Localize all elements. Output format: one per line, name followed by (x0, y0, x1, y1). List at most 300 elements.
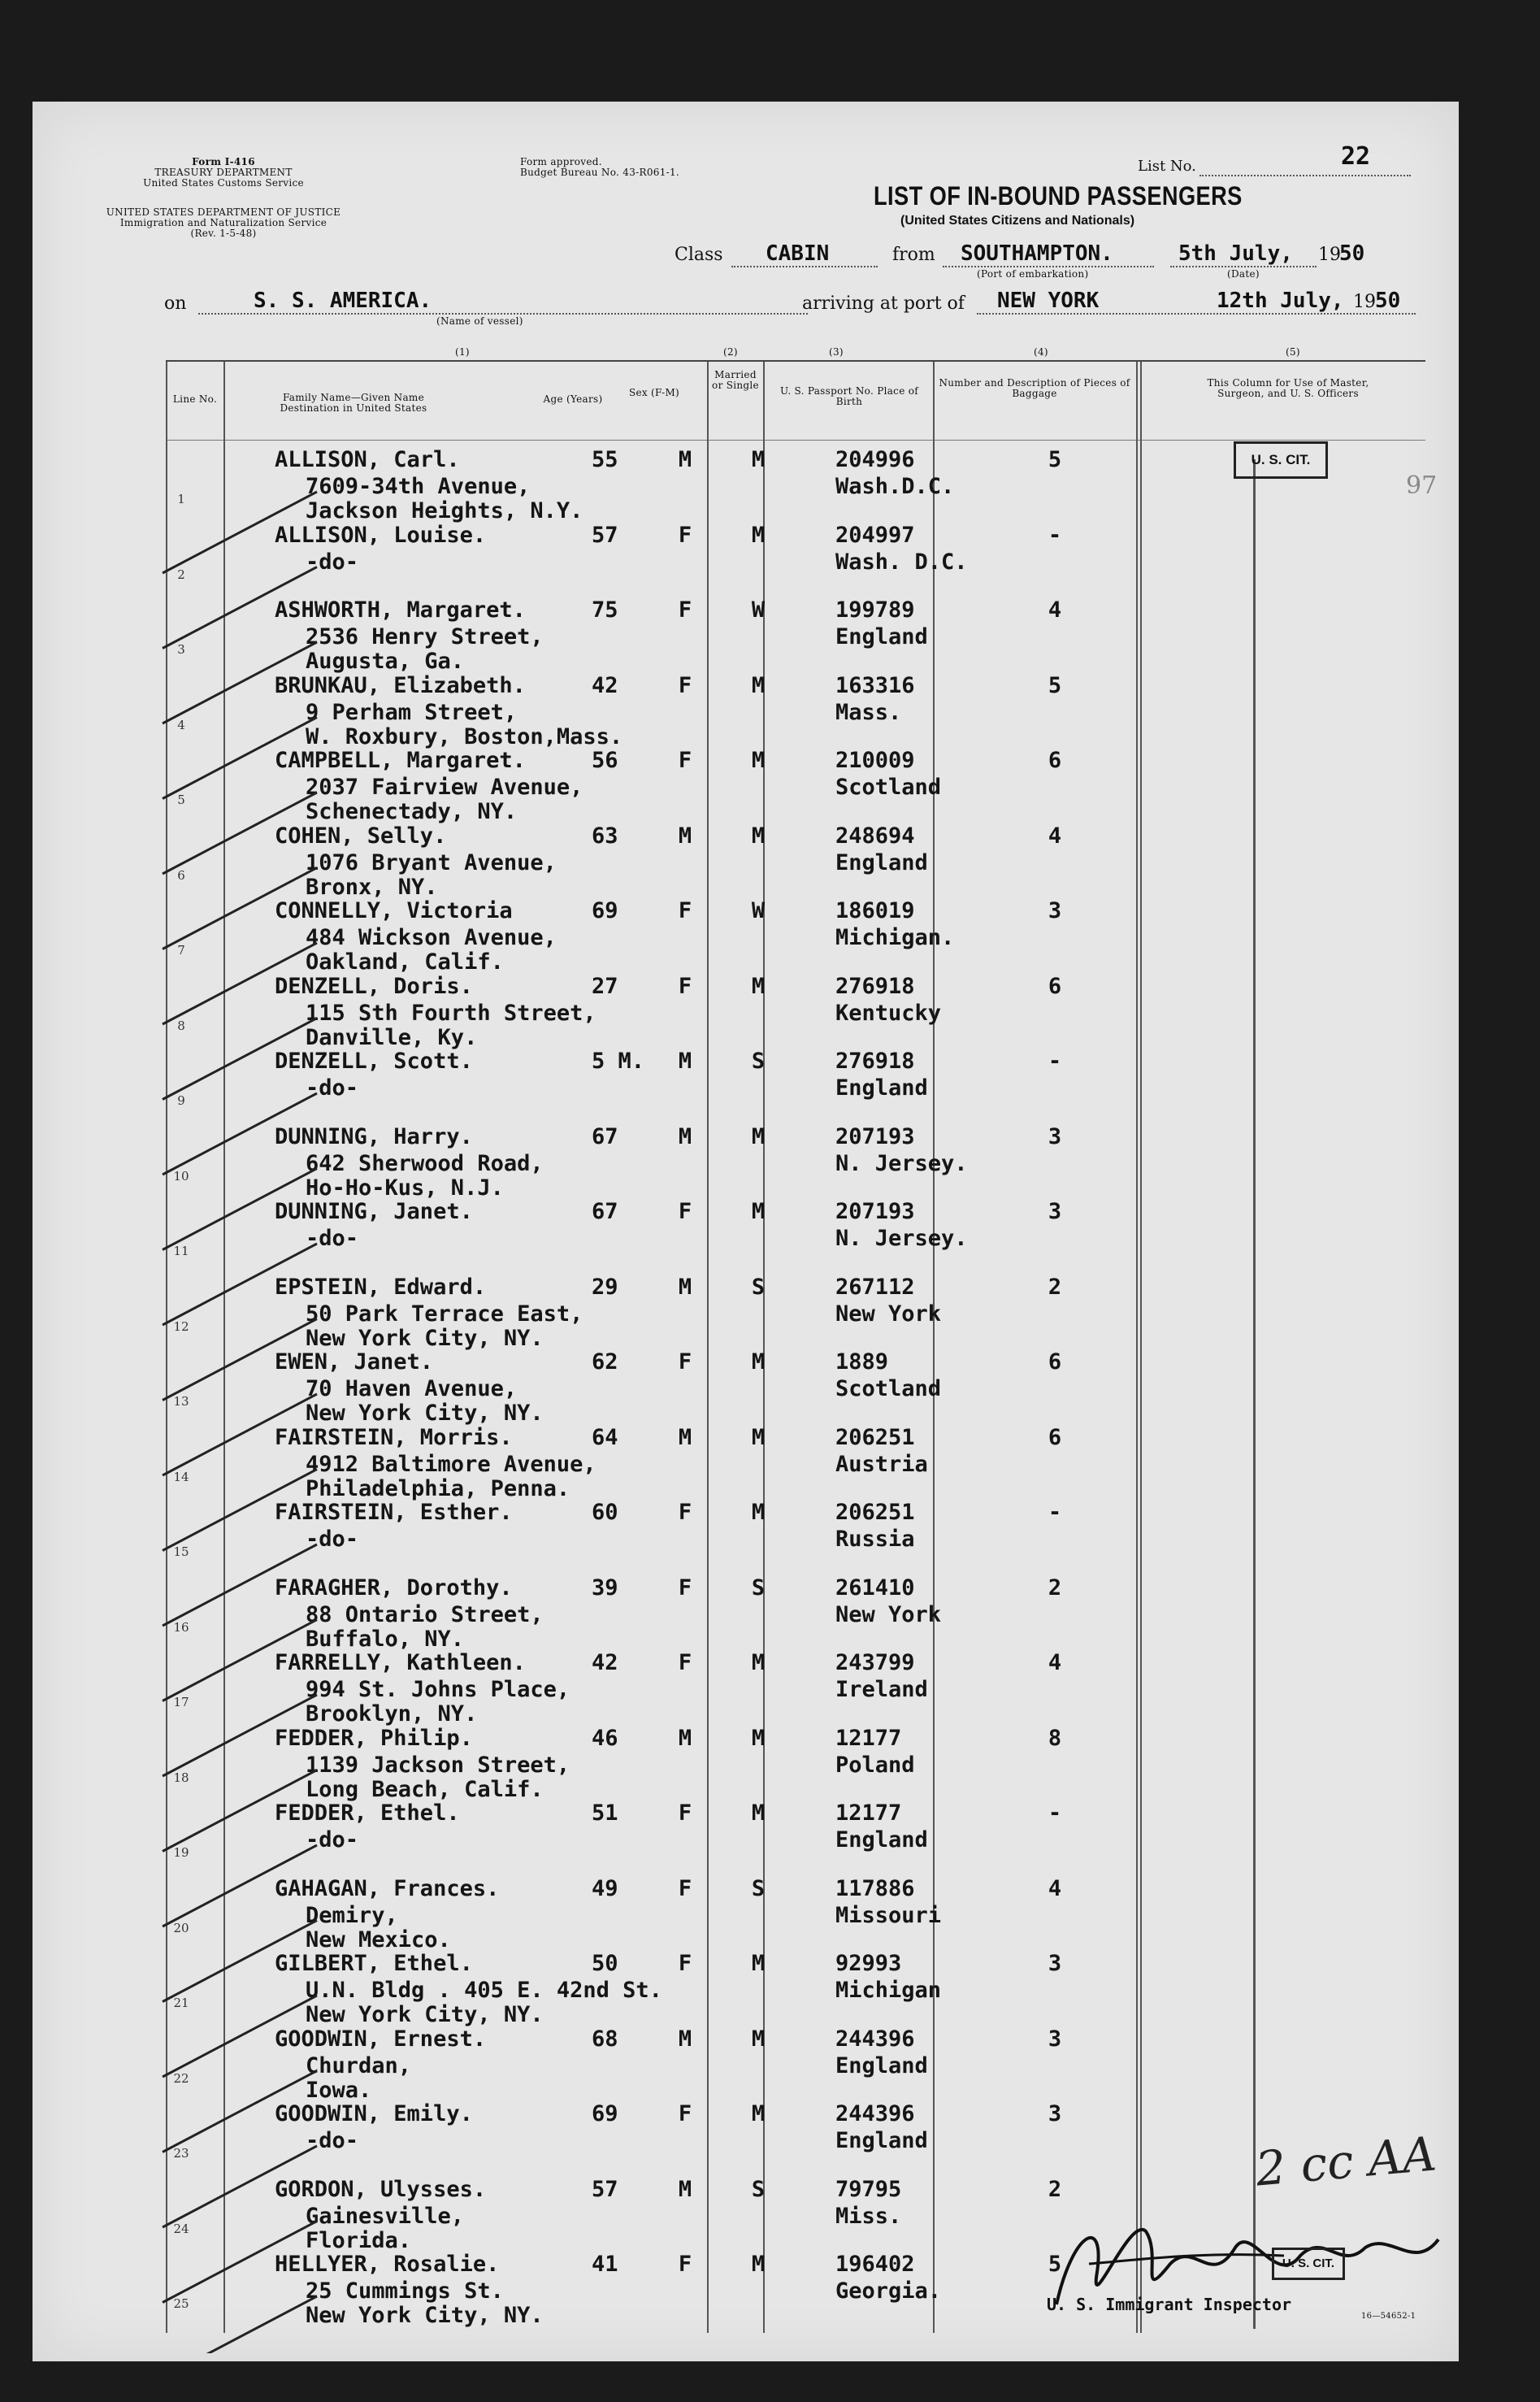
passenger-name: FAIRSTEIN, Morris. (275, 1424, 513, 1450)
check-mark-slash (163, 1921, 317, 2002)
from-value: SOUTHAMPTON. (961, 241, 1113, 266)
check-mark-slash (163, 1169, 317, 1250)
passenger-sex: F (678, 898, 692, 923)
check-mark-slash (163, 492, 317, 573)
line-number: 11 (173, 1244, 189, 1258)
place-of-birth: England (835, 2128, 928, 2153)
col-header-married: Married or Single (712, 369, 759, 391)
list-no-value: 22 (1341, 142, 1371, 171)
passenger-age: 64 (592, 1424, 618, 1450)
col-header-name (228, 393, 479, 414)
passenger-age: 69 (592, 2101, 618, 2126)
passenger-age: 69 (592, 898, 618, 923)
col-num-3: (3) (829, 346, 844, 358)
year1-prefix: 19 (1318, 245, 1341, 265)
passenger-age: 67 (592, 1199, 618, 1224)
destination-city: Florida. (306, 2227, 412, 2253)
place-of-birth: Michigan (835, 1978, 942, 2003)
baggage-count: 8 (1048, 1725, 1062, 1751)
passenger-sex: F (678, 1500, 692, 1525)
passenger-sex: F (678, 1349, 692, 1375)
passenger-sex: M (678, 1123, 692, 1149)
check-mark-slash (163, 1544, 317, 1626)
passport-number: 207193 (835, 1199, 915, 1224)
baggage-count: 6 (1048, 973, 1062, 999)
passenger-sex: M (678, 2176, 692, 2202)
treasury-dept: TREASURY DEPARTMENT (154, 167, 293, 178)
passenger-age: 63 (592, 823, 618, 849)
handwritten-note: 2 cc AA (1253, 2126, 1439, 2197)
citizen-stamp-bottom: U. S. CIT. (1272, 2248, 1345, 2280)
place-of-birth: N. Jersey. (835, 1226, 968, 1251)
destination-address: 7609-34th Avenue, (306, 474, 531, 499)
line-number: 20 (173, 1920, 189, 1935)
destination-address: 642 Sherwood Road, (306, 1150, 544, 1176)
line-number: 7 (177, 943, 185, 958)
marital-status: M (751, 1123, 766, 1149)
passenger-name: EPSTEIN, Edward. (275, 1274, 487, 1300)
passenger-age: 41 (592, 2252, 618, 2277)
passenger-age: 27 (592, 973, 618, 999)
marital-status: M (751, 1800, 766, 1826)
arrival-port: NEW YORK (997, 289, 1100, 313)
line-number: 4 (177, 717, 185, 732)
destination-address: 70 Haven Avenue, (306, 1376, 518, 1401)
passenger-name: FAIRSTEIN, Esther. (275, 1500, 513, 1525)
destination-address: 9 Perham Street, (306, 699, 518, 725)
baggage-count: 3 (1048, 898, 1062, 923)
document-subtitle: (United States Citizens and Nationals) (900, 214, 1135, 228)
check-mark-slash (163, 1394, 317, 1475)
passport-number: 117886 (835, 1875, 915, 1901)
budget-bureau: Budget Bureau No. 43-R061-1. (520, 167, 680, 178)
passenger-age: 50 (592, 1951, 618, 1976)
passenger-name: ALLISON, Louise. (275, 522, 487, 548)
place-of-birth: Wash. D.C. (835, 549, 968, 575)
passenger-name: DUNNING, Harry. (275, 1123, 473, 1149)
check-mark-slash (163, 2222, 317, 2303)
passenger-name: BRUNKAU, Elizabeth. (275, 672, 526, 698)
baggage-count: 6 (1048, 748, 1062, 773)
check-mark-slash (163, 1093, 317, 1175)
col-num-2: (2) (723, 346, 738, 358)
date1-value: 5th July, (1178, 241, 1293, 266)
check-mark-slash (163, 1620, 317, 1701)
destination-address: -do- (306, 1075, 359, 1101)
line-number: 22 (173, 2070, 189, 2086)
destination-address: -do- (306, 1827, 359, 1853)
passenger-name: HELLYER, Rosalie. (275, 2252, 500, 2277)
passport-number: 163316 (835, 672, 915, 698)
list-no-label: List No. (1138, 158, 1196, 175)
check-mark-slash (163, 1996, 317, 2077)
place-of-birth: Kentucky (835, 1000, 942, 1026)
destination-address: 1139 Jackson Street, (306, 1752, 570, 1778)
check-mark-slash (163, 1019, 317, 1100)
baggage-count: 3 (1048, 2026, 1062, 2052)
vessel-caption: (Name of vessel) (436, 315, 523, 327)
passport-number: 267112 (835, 1274, 915, 1300)
passenger-sex: F (678, 597, 692, 623)
passport-number: 1889 (835, 1349, 889, 1375)
place-of-birth: England (835, 1075, 928, 1101)
baggage-count: 6 (1048, 1424, 1062, 1450)
check-marks (130, 459, 861, 2353)
place-of-birth: Miss. (835, 2203, 902, 2229)
document-title: LIST OF IN-BOUND PASSENGERS (874, 181, 1243, 211)
check-mark-slash (163, 793, 317, 874)
passport-number: 207193 (835, 1123, 915, 1149)
destination-address: 1076 Bryant Avenue, (306, 849, 557, 875)
marital-status: M (751, 447, 766, 472)
check-mark-slash (163, 1244, 317, 1325)
destination-address: 484 Wickson Avenue, (306, 925, 557, 950)
destination-city: Buffalo, NY. (306, 1626, 465, 1652)
passenger-age: 57 (592, 2176, 618, 2202)
date2-value: 12th July, (1217, 289, 1344, 313)
check-mark-slash (163, 2071, 317, 2152)
passenger-name: FARRELLY, Kathleen. (275, 1650, 526, 1675)
check-mark-slash (163, 567, 317, 649)
vessel-dots (198, 313, 808, 315)
table-top-border (166, 360, 1425, 362)
passenger-age: 75 (592, 597, 618, 623)
check-mark-slash (163, 1770, 317, 1852)
passport-number: 248694 (835, 823, 915, 849)
on-label: on (164, 293, 187, 314)
from-dots (943, 266, 1154, 267)
check-mark-slash (163, 718, 317, 799)
baggage-count: - (1048, 1500, 1062, 1525)
baggage-count: 3 (1048, 1951, 1062, 1976)
list-number-field (1138, 142, 1422, 178)
baggage-count: 2 (1048, 2176, 1062, 2202)
destination-address: Gainesville, (306, 2203, 465, 2229)
passenger-name: GAHAGAN, Frances. (275, 1875, 500, 1901)
passport-number: 196402 (835, 2252, 915, 2277)
destination-address: 25 Cummings St. (306, 2278, 504, 2304)
place-of-birth: Ireland (835, 1677, 928, 1702)
baggage-count: 4 (1048, 823, 1062, 849)
passenger-sex: F (678, 1875, 692, 1901)
passport-number: 206251 (835, 1500, 915, 1525)
marital-status: W (751, 898, 766, 923)
line-number: 14 (173, 1469, 189, 1484)
line-number: 8 (177, 1018, 185, 1033)
passenger-name: FEDDER, Ethel. (275, 1800, 460, 1826)
passenger-name: GORDON, Ulysses. (275, 2176, 487, 2202)
passenger-sex: F (678, 748, 692, 773)
passport-number: 261410 (835, 1575, 915, 1601)
passenger-age: 51 (592, 1800, 618, 1826)
passenger-age: 5 M. (592, 1049, 645, 1074)
marital-status: W (751, 597, 766, 623)
baggage-count: 5 (1048, 672, 1062, 698)
line-number: 25 (173, 2296, 189, 2311)
check-mark-slash (163, 1319, 317, 1401)
destination-address: 4912 Baltimore Avenue, (306, 1451, 596, 1477)
passenger-age: 42 (592, 672, 618, 698)
passenger-age: 62 (592, 1349, 618, 1375)
header-bottom-border (166, 440, 1425, 441)
line-number: 2 (177, 567, 185, 582)
passport-number: 12177 (835, 1725, 902, 1751)
col-header-destination: Destination in United States (280, 402, 427, 414)
passenger-sex: M (678, 823, 692, 849)
class-value: CABIN (766, 241, 830, 266)
destination-city: Long Beach, Calif. (306, 1776, 544, 1802)
marital-status: M (751, 748, 766, 773)
passport-number: 204997 (835, 522, 915, 548)
baggage-count: 2 (1048, 1274, 1062, 1300)
check-mark-slash (163, 868, 317, 949)
class-dots (731, 266, 878, 267)
passenger-age: 29 (592, 1274, 618, 1300)
place-of-birth: Missouri (835, 1902, 942, 1928)
passenger-age: 68 (592, 2026, 618, 2052)
passenger-sex: F (678, 2252, 692, 2277)
marital-status: M (751, 522, 766, 548)
destination-address: -do- (306, 2128, 359, 2153)
destination-city: W. Roxbury, Boston,Mass. (306, 723, 623, 749)
destination-address: -do- (306, 1226, 359, 1251)
passenger-sex: F (678, 1951, 692, 1976)
line-number: 23 (173, 2146, 189, 2161)
destination-city: Ho-Ho-Kus, N.J. (306, 1175, 504, 1201)
passenger-age: 46 (592, 1725, 618, 1751)
passenger-age: 42 (592, 1650, 618, 1675)
place-of-birth: Russia (835, 1527, 915, 1552)
passenger-sex: F (678, 1575, 692, 1601)
passenger-sex: M (678, 2026, 692, 2052)
justice-block (81, 207, 366, 239)
marital-status: M (751, 1424, 766, 1450)
passport-number: 206251 (835, 1424, 915, 1450)
destination-city: New York City, NY. (306, 2303, 544, 2328)
marital-status: M (751, 1199, 766, 1224)
destination-address: 88 Ontario Street, (306, 1601, 544, 1627)
col-header-line: Line No. (172, 393, 218, 405)
place-of-birth: New York (835, 1301, 942, 1327)
marital-status: M (751, 973, 766, 999)
passenger-name: CAMPBELL, Margaret. (275, 748, 526, 773)
marital-status: S (751, 1875, 766, 1901)
destination-city: New York City, NY. (306, 2002, 544, 2027)
baggage-count: - (1048, 1800, 1062, 1826)
passenger-age: 60 (592, 1500, 618, 1525)
col-header-family-name: Family Name—Given Name (282, 392, 425, 403)
passenger-name: FARAGHER, Dorothy. (275, 1575, 513, 1601)
place-of-birth: England (835, 2052, 928, 2078)
justice-dept: UNITED STATES DEPARTMENT OF JUSTICE (106, 206, 341, 218)
destination-city: New Mexico. (306, 1926, 451, 1952)
passport-number: 244396 (835, 2026, 915, 2052)
destination-city: Iowa. (306, 2077, 372, 2103)
marital-status: S (751, 1274, 766, 1300)
passenger-sex: M (678, 1274, 692, 1300)
place-of-birth: N. Jersey. (835, 1150, 968, 1176)
passport-number: 276918 (835, 1049, 915, 1074)
port-caption: (Port of embarkation) (977, 268, 1089, 280)
ins-service: Immigration and Naturalization Service (119, 217, 328, 228)
passenger-age: 56 (592, 748, 618, 773)
place-of-birth: Wash.D.C. (835, 474, 955, 499)
destination-city: New York City, NY. (306, 1401, 544, 1426)
passenger-sex: F (678, 672, 692, 698)
list-no-dots (1199, 175, 1411, 176)
destination-address: Churdan, (306, 2052, 412, 2078)
place-of-birth: New York (835, 1601, 942, 1627)
passport-number: 276918 (835, 973, 915, 999)
passenger-name: COHEN, Selly. (275, 823, 447, 849)
passenger-name: ALLISON, Carl. (275, 447, 460, 472)
marital-status: M (751, 1500, 766, 1525)
line-number: 3 (177, 642, 185, 657)
col-header-officers: This Column for Use of Master, Surgeon, and U. S. Officers (1207, 377, 1369, 399)
date1-dots (1170, 266, 1317, 267)
passenger-age: 57 (592, 522, 618, 548)
passenger-name: DENZELL, Scott. (275, 1049, 473, 1074)
place-of-birth: Austria (835, 1451, 928, 1477)
baggage-count: - (1048, 522, 1062, 548)
destination-address: 115 Sth Fourth Street, (306, 1000, 596, 1026)
passenger-name: GILBERT, Ethel. (275, 1951, 473, 1976)
line-number: 15 (173, 1544, 189, 1559)
class-line (675, 241, 1406, 282)
passenger-name: EWEN, Janet. (275, 1349, 434, 1375)
passport-number: 79795 (835, 2176, 902, 2202)
manifest-sheet (33, 102, 1459, 2361)
baggage-count: - (1048, 1049, 1062, 1074)
passport-number: 210009 (835, 748, 915, 773)
col-num-1: (1) (455, 346, 470, 358)
place-of-birth: Georgia. (835, 2278, 942, 2304)
vessel-line (164, 287, 1424, 352)
date-caption: (Date) (1227, 268, 1260, 280)
destination-address: -do- (306, 549, 359, 575)
check-mark-slash (163, 1470, 317, 1551)
check-mark-slash (163, 1845, 317, 1926)
line-number: 1 (177, 492, 185, 506)
marital-status: M (751, 2026, 766, 2052)
check-mark-slash (163, 1695, 317, 1776)
passenger-name: DUNNING, Janet. (275, 1199, 473, 1224)
destination-address: 994 St. Johns Place, (306, 1677, 570, 1702)
passenger-name: GOODWIN, Emily. (275, 2101, 473, 2126)
arriving-label: arriving at port of (802, 293, 965, 314)
form-info-block (118, 157, 329, 189)
col-header-passport: U. S. Passport No. Place of Birth (780, 385, 918, 407)
passport-number: 204996 (835, 447, 915, 472)
revision: (Rev. 1-5-48) (190, 228, 257, 239)
margin-number: 97 (1406, 471, 1438, 500)
line-number: 21 (173, 1996, 189, 2010)
passport-number: 12177 (835, 1800, 902, 1826)
customs-service: United States Customs Service (143, 177, 304, 189)
col-header-baggage: Number and Description of Pieces of Baggage (939, 377, 1130, 399)
passport-number: 243799 (835, 1650, 915, 1675)
baggage-count: 4 (1048, 597, 1062, 623)
destination-city: Philadelphia, Penna. (306, 1475, 570, 1501)
passenger-name: CONNELLY, Victoria (275, 898, 513, 923)
passport-number: 199789 (835, 597, 915, 623)
passenger-sex: F (678, 1800, 692, 1826)
marital-status: M (751, 2252, 766, 2277)
check-mark-slash (163, 2146, 317, 2227)
place-of-birth: Scotland (835, 775, 942, 800)
destination-city: Schenectady, NY. (306, 799, 518, 824)
line-number: 17 (173, 1695, 189, 1709)
baggage-count: 4 (1048, 1875, 1062, 1901)
destination-address: U.N. Bldg . 405 E. 42nd St. (306, 1978, 662, 2003)
place-of-birth: England (835, 849, 928, 875)
form-code: 16—54652-1 (1361, 2312, 1416, 2321)
year2-prefix: 19 (1353, 292, 1376, 312)
line-number: 5 (177, 793, 185, 807)
destination-city: Jackson Heights, N.Y. (306, 498, 583, 523)
baggage-count: 5 (1048, 447, 1062, 472)
passenger-age: 49 (592, 1875, 618, 1901)
baggage-count: 2 (1048, 1575, 1062, 1601)
place-of-birth: Poland (835, 1752, 915, 1778)
destination-address: 2536 Henry Street, (306, 624, 544, 649)
destination-city: Oakland, Calif. (306, 949, 504, 975)
col-header-sex: Sex (F-M) (628, 387, 680, 398)
column-numbers (33, 347, 1459, 358)
marital-status: M (751, 823, 766, 849)
passenger-sex: F (678, 2101, 692, 2126)
form-number: Form I-416 (192, 156, 255, 167)
baggage-count: 4 (1048, 1650, 1062, 1675)
marital-status: S (751, 1575, 766, 1601)
passenger-sex: M (678, 1725, 692, 1751)
marital-status: M (751, 1951, 766, 1976)
officer-check-line (1253, 459, 1256, 2329)
col-num-4: (4) (1034, 346, 1048, 358)
passenger-age: 67 (592, 1123, 618, 1149)
arrival-dots (977, 313, 1416, 315)
passport-number: 92993 (835, 1951, 902, 1976)
line-number: 10 (173, 1168, 189, 1184)
check-mark-slash (163, 2296, 317, 2353)
marital-status: M (751, 1650, 766, 1675)
line-number: 19 (173, 1845, 189, 1860)
destination-city: New York City, NY. (306, 1325, 544, 1351)
col-num-5: (5) (1286, 346, 1300, 358)
approval-block (520, 157, 764, 178)
passenger-age: 55 (592, 447, 618, 472)
line-number: 18 (173, 1770, 189, 1785)
baggage-count: 3 (1048, 1199, 1062, 1224)
place-of-birth: Michigan. (835, 925, 955, 950)
from-label: from (892, 245, 935, 265)
place-of-birth: England (835, 1827, 928, 1853)
col-header-age: Age (Years) (543, 393, 603, 405)
check-mark-slash (163, 943, 317, 1024)
destination-address: 2037 Fairview Avenue, (306, 775, 583, 800)
year1-value: 50 (1339, 241, 1365, 266)
vessel-name: S. S. AMERICA. (254, 289, 432, 313)
passenger-name: DENZELL, Doris. (275, 973, 473, 999)
place-of-birth: Scotland (835, 1376, 942, 1401)
destination-address: Demiry, (306, 1902, 398, 1928)
passport-number: 244396 (835, 2101, 915, 2126)
passenger-sex: F (678, 522, 692, 548)
passenger-sex: M (678, 447, 692, 472)
form-approved: Form approved. (520, 156, 602, 167)
citizen-stamp-top: U. S. CIT. (1234, 441, 1328, 479)
marital-status: M (751, 1349, 766, 1375)
